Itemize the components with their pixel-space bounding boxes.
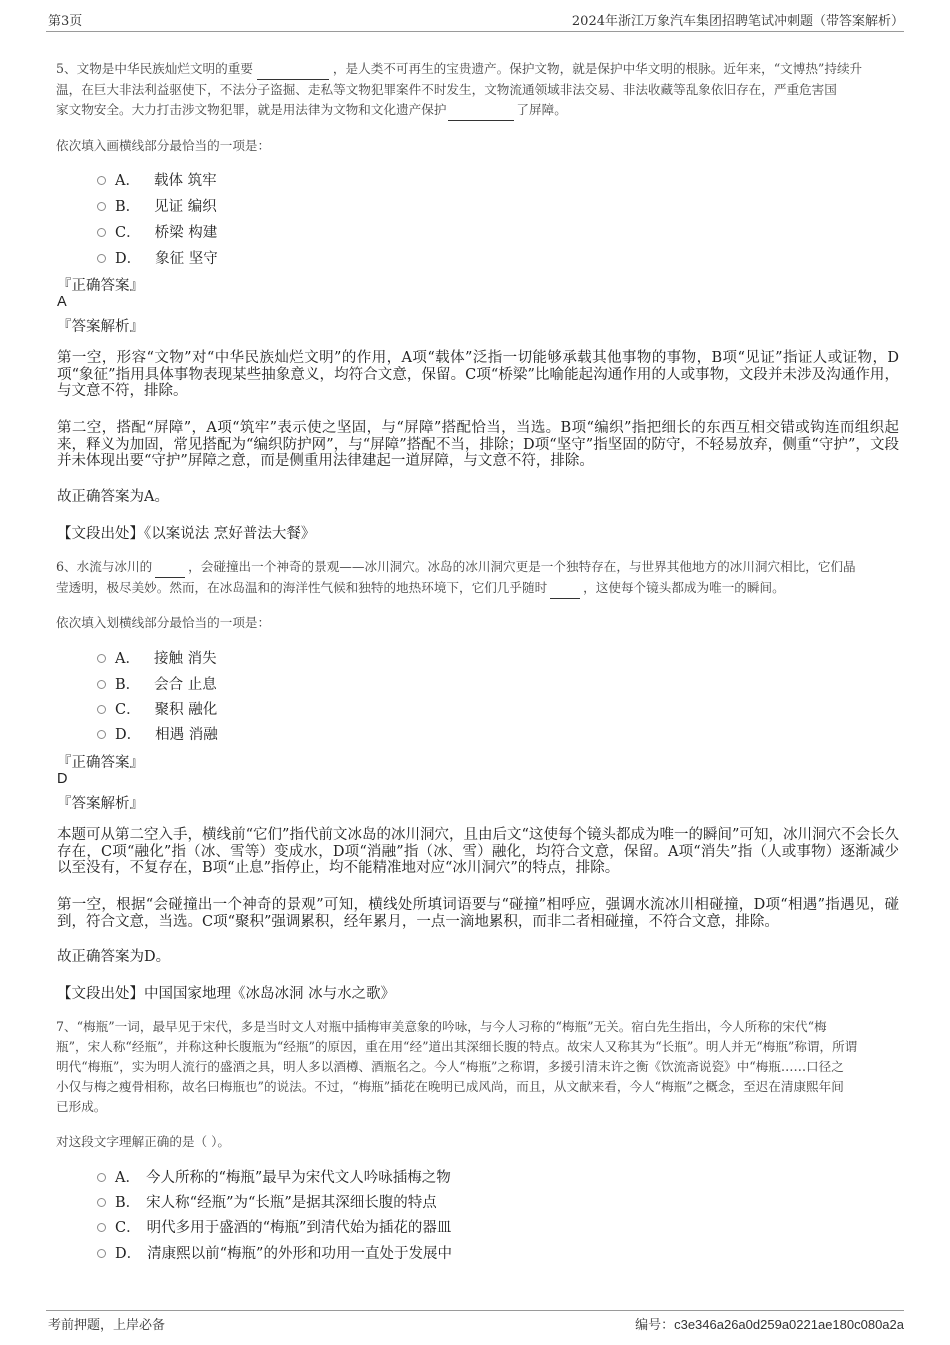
question-5-prompt: 依次填入画横线部分最恰当的一项是： — [56, 138, 271, 153]
q7-option-a[interactable]: A． 今人所称的“梅瓶”最早为宋代文人吟咏插梅之物 — [97, 1165, 451, 1187]
q6-option-d[interactable]: D． 相遇 消融 — [97, 722, 218, 744]
radio-icon[interactable] — [97, 654, 106, 663]
q5-option-c[interactable]: C． 桥梁 构建 — [97, 220, 217, 242]
question-6-prompt: 依次填入划横线部分最恰当的一项是： — [56, 615, 271, 630]
answer-label: 『正确答案』 — [57, 755, 144, 771]
q7-option-c[interactable]: C． 明代多用于盛酒的“梅瓶”到清代始为插花的器皿 — [97, 1215, 451, 1237]
q7-option-b[interactable]: B． 宋人称“经瓶”为“长瓶”是据其深细长腹的特点 — [97, 1190, 437, 1212]
analysis-label: 『答案解析』 — [57, 319, 144, 335]
radio-icon[interactable] — [97, 730, 106, 739]
q6-option-a[interactable]: A． 接触 消失 — [97, 646, 217, 668]
q6-explanation-2: 第一空，根据“会碰撞出一个神奇的景观”可知，横线处所填词语要与“碰撞”相呼应，强调水流冰川相碰撞，D项“相遇”指遇见，碰到，符合文意，当选。C项“聚积”强调累积，经年累月，一点一滴地累积，而非二者相碰撞，不符合文意，排除。 — [57, 897, 899, 930]
q5-option-a[interactable]: A． 载体 筑牢 — [97, 168, 217, 190]
blank-line — [550, 578, 580, 599]
answer-value: A — [57, 294, 67, 310]
question-6-text: 6、水流与冰川的 ，会碰撞出一个神奇的景观——冰川洞穴。冰岛的冰川洞穴更是一个独特存在，与世界其他地方的冰川洞穴相比，它们晶 莹透明，极尽美妙。然而，在冰岛温和的海洋性气候和独特的地热环境下，它们几乎随时 ，这使每个镜头都成为唯一的瞬间。 — [56, 557, 901, 599]
radio-icon[interactable] — [97, 680, 106, 689]
q7-option-d[interactable]: D． 清康熙以前“梅瓶”的外形和功用一直处于发展中 — [97, 1241, 452, 1263]
q6-option-c[interactable]: C． 聚积 融化 — [97, 697, 217, 719]
q5-option-b[interactable]: B． 见证 编织 — [97, 194, 217, 216]
radio-icon[interactable] — [97, 1173, 106, 1182]
q5-source: 【文段出处】《以案说法 烹好普法大餐》 — [57, 526, 316, 542]
question-7-text: 7、“梅瓶”一词，最早见于宋代，多是当时文人对瓶中插梅审美意象的吟咏，与今人习称的“梅瓶”无关。宿白先生指出，今人所称的宋代“梅 瓶”，宋人称“经瓶”，并称这种长腹瓶为“经瓶”的原因，重在用“经”道出其深细长腹的特点。故宋人又称其为“长瓶”。明人并无“梅瓶”称谓，所谓 明代“梅瓶”，实为明人流行的盛酒之具，明人多以酒樽、酒瓶名之。今人“梅瓶”之称谓，多援引清末许之衡《饮流斋说瓷》中“梅瓶……口径之 小仅与梅之瘦骨相称，故名曰梅瓶也”的说法。不过，“梅瓶”插花在晚明已成风尚，而且，从文献来看，今人“梅瓶”之概念，至迟在清康熙年间 已形成。 — [56, 1019, 858, 1114]
q5-explanation-1: 第一空，形容“文物”对“中华民族灿烂文明”的作用，A项“载体”泛指一切能够承载其他事物的事物，B项“见证”指证人或证物，D项“象征”指用具体事物表现某些抽象意义，均符合文意，保留。C项“桥梁”比喻能起沟通作用的人或事物，文段并未涉及沟通作用，与文意不符，排除。 — [57, 350, 899, 399]
radio-icon[interactable] — [97, 1223, 106, 1232]
q6-explanation-1: 本题可从第二空入手，横线前“它们”指代前文冰岛的冰川洞穴，且由后文“这使每个镜头都成为唯一的瞬间”可知，冰川洞穴不会长久存在，C项“融化”指（冰、雪等）变成水，D项“消融”指（冰、雪）融化，均符合文意，保留。A项“消失”指（人或事物）逐渐减少以至没有，不复存在，B项“止息”指停止，均不能精准地对应“冰川洞穴”的特点，排除。 — [57, 827, 899, 876]
analysis-label: 『答案解析』 — [57, 796, 144, 812]
blank-line — [155, 557, 185, 578]
radio-icon[interactable] — [97, 254, 106, 263]
page-number: 第3页 — [48, 14, 83, 29]
q6-explanation-3: 故正确答案为D。 — [57, 949, 171, 965]
answer-label: 『正确答案』 — [57, 278, 144, 294]
question-7-prompt: 对这段文字理解正确的是（ ）。 — [56, 1134, 231, 1149]
blank-line — [448, 100, 514, 121]
question-5-text: 5、文物是中华民族灿烂文明的重要 ，是人类不可再生的宝贵遗产。保护文物，就是保护中华文明的根脉。近年来，“文博热”持续升 温，在巨大非法利益驱使下，不法分子盗掘、走私等文物犯罪案件不时发生，文物流通领域非法交易、非法收藏等乱象依旧存在，严重危害国 家文物安全。大力打击涉文物犯罪，就是用法律为文物和文化遗产保护 了屏障。 — [56, 59, 901, 121]
document-title: 2024年浙江万象汽车集团招聘笔试冲刺题（带答案解析） — [571, 14, 904, 29]
q5-explanation-2: 第二空，搭配“屏障”，A项“筑牢”表示使之坚固，与“屏障”搭配恰当，当选。B项“编织”指把细长的东西互相交错或钩连而组织起来，释义为加固，常见搭配为“编织防护网”，与“屏障”搭配不当，排除；D项“坚守”指坚固的防守，不轻易放弃，侧重“守护”，文段并未体现出要“守护”屏障之意，而是侧重用法律建起一道屏障，与文意不符，排除。 — [57, 420, 899, 469]
q6-source: 【文段出处】中国国家地理《冰岛冰洞 冰与水之歌》 — [57, 986, 396, 1002]
radio-icon[interactable] — [97, 176, 106, 185]
footer-divider — [46, 1310, 904, 1311]
radio-icon[interactable] — [97, 228, 106, 237]
footer-slogan: 考前押题，上岸必备 — [48, 1318, 166, 1333]
answer-value: D — [57, 771, 68, 787]
q5-explanation-3: 故正确答案为A。 — [57, 489, 169, 505]
radio-icon[interactable] — [97, 202, 106, 211]
q5-option-d[interactable]: D． 象征 坚守 — [97, 246, 218, 268]
radio-icon[interactable] — [97, 1198, 106, 1207]
blank-line — [257, 59, 329, 80]
header-divider — [46, 31, 904, 32]
radio-icon[interactable] — [97, 705, 106, 714]
q6-option-b[interactable]: B． 会合 止息 — [97, 672, 217, 694]
radio-icon[interactable] — [97, 1249, 106, 1258]
document-id: 编号：c3e346a26a0d259a0221ae180c080a2a — [635, 1317, 904, 1333]
